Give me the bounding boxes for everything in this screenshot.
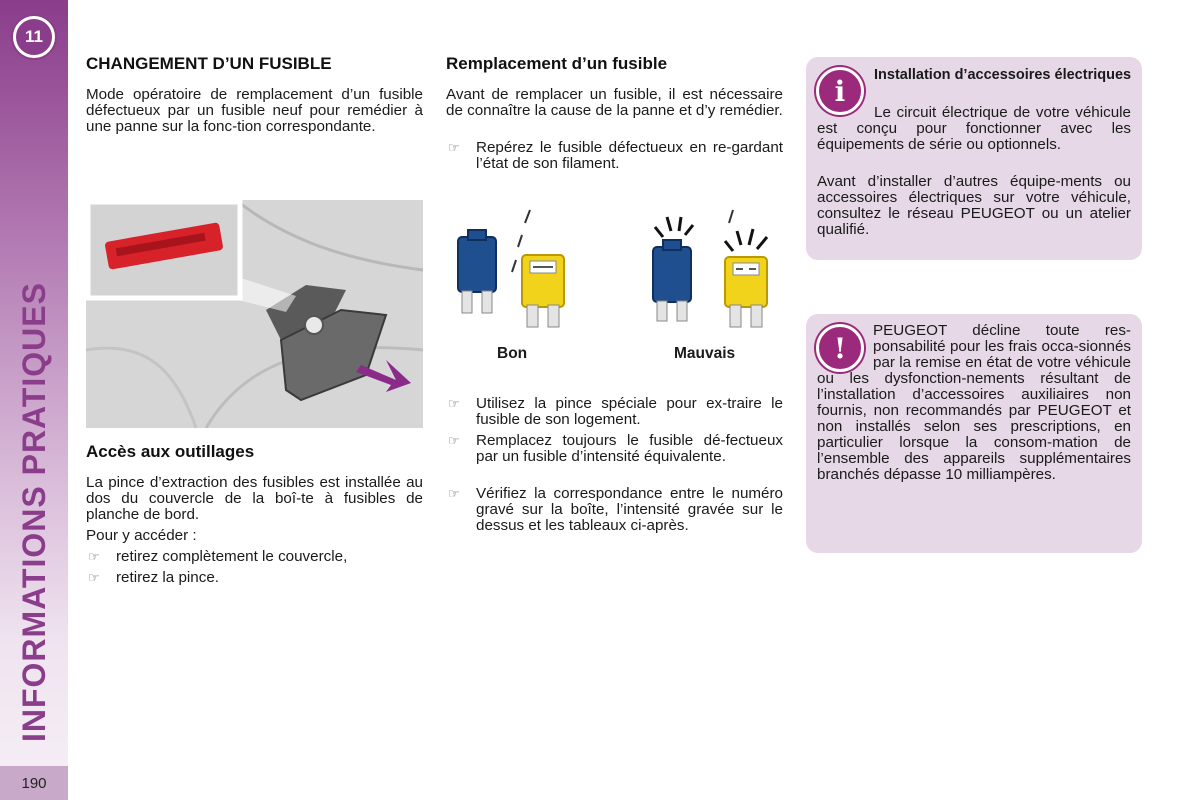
info-paragraph: Le circuit électrique de votre véhicule est conçu pour fonctionner avec les équipements de série ou optionnels. xyxy=(817,104,1131,153)
pointing-hand-icon: ☞ xyxy=(88,549,100,564)
list-item-text: Vérifiez la correspondance entre le numéro gravé sur la boîte, l’intensité gravée sur le dessus et les tableaux ci-après. xyxy=(476,485,783,534)
bad-fuse-illustration xyxy=(645,205,780,330)
icon-spacer xyxy=(817,323,873,371)
pointing-hand-icon: ☞ xyxy=(448,140,460,155)
main-heading: CHANGEMENT D’UN FUSIBLE xyxy=(86,54,332,73)
list-item xyxy=(448,395,783,428)
list-item xyxy=(88,569,423,586)
list-item xyxy=(88,548,423,565)
pointing-hand-icon: ☞ xyxy=(88,570,100,585)
page-number: 190 xyxy=(0,766,68,800)
pointing-hand-icon: ☞ xyxy=(448,486,460,501)
subheading-tools-access: Accès aux outillages xyxy=(86,442,255,461)
intro-paragraph: Mode opératoire de remplacement d’un fusible défectueux par un fusible neuf pour remédier à une panne sur la fonc-tion correspondante. xyxy=(86,86,423,135)
list-item xyxy=(448,139,783,172)
list-item-text: retirez complètement le couvercle, xyxy=(116,548,348,565)
info-icon: i xyxy=(816,67,864,115)
info-title: Installation d’accessoires électriques xyxy=(874,67,1132,83)
access-intro: Pour y accéder : xyxy=(86,527,197,544)
info-paragraph: Avant d’installer d’autres équipe-ments ou accessoires électriques sur votre véhicule, consultez le réseau PEUGEOT ou un atelier qualifié. xyxy=(817,173,1131,238)
good-fuse-illustration xyxy=(450,205,580,330)
pointing-hand-icon: ☞ xyxy=(448,396,460,411)
fuse-box-illustration xyxy=(86,200,423,428)
good-fuse-label: Bon xyxy=(497,345,528,362)
replacement-heading: Remplacement d’un fusible xyxy=(446,54,668,73)
chapter-badge: 11 xyxy=(13,16,55,58)
fuse-box-photo xyxy=(86,200,423,428)
tools-paragraph: La pince d’extraction des fusibles est installée au dos du couvercle de la boî-te à fusibles de planche de bord. xyxy=(86,474,423,523)
replacement-paragraph: Avant de remplacer un fusible, il est nécessaire de connaître la cause de la panne et d’y remédier. xyxy=(446,86,783,119)
list-item xyxy=(448,485,783,534)
warning-text: PEUGEOT décline toute res-ponsabilité pour les frais occa-sionnés par la remise en état de votre véhicule ou les dysfonction-nements résultant de l’installation d’accessoires auxiliaires non fournis, non recommandés par PEUGEOT et non installés selon ses prescriptions, en particulier lorsque la consom-mation de l’ensemble des appareils supplémentaires branchés dépasse 10 milliampères. xyxy=(817,322,1131,483)
list-item xyxy=(448,432,783,465)
pointing-hand-icon: ☞ xyxy=(448,433,460,448)
list-item-text: retirez la pince. xyxy=(116,569,219,586)
warning-box xyxy=(806,314,1142,553)
list-item-text: Utilisez la pince spéciale pour ex-traire le fusible de son logement. xyxy=(476,395,783,428)
info-box xyxy=(806,57,1142,260)
warning-icon: ! xyxy=(816,324,864,372)
list-item-text: Repérez le fusible défectueux en re-gardant l’état de son filament. xyxy=(476,139,783,172)
bad-fuse-label: Mauvais xyxy=(674,345,736,362)
warning-paragraph xyxy=(817,323,1131,483)
section-title: INFORMATIONS PRATIQUES xyxy=(16,282,52,742)
list-item-text: Remplacez toujours le fusible dé-fectueux par un fusible d’intensité équivalente. xyxy=(476,432,783,465)
